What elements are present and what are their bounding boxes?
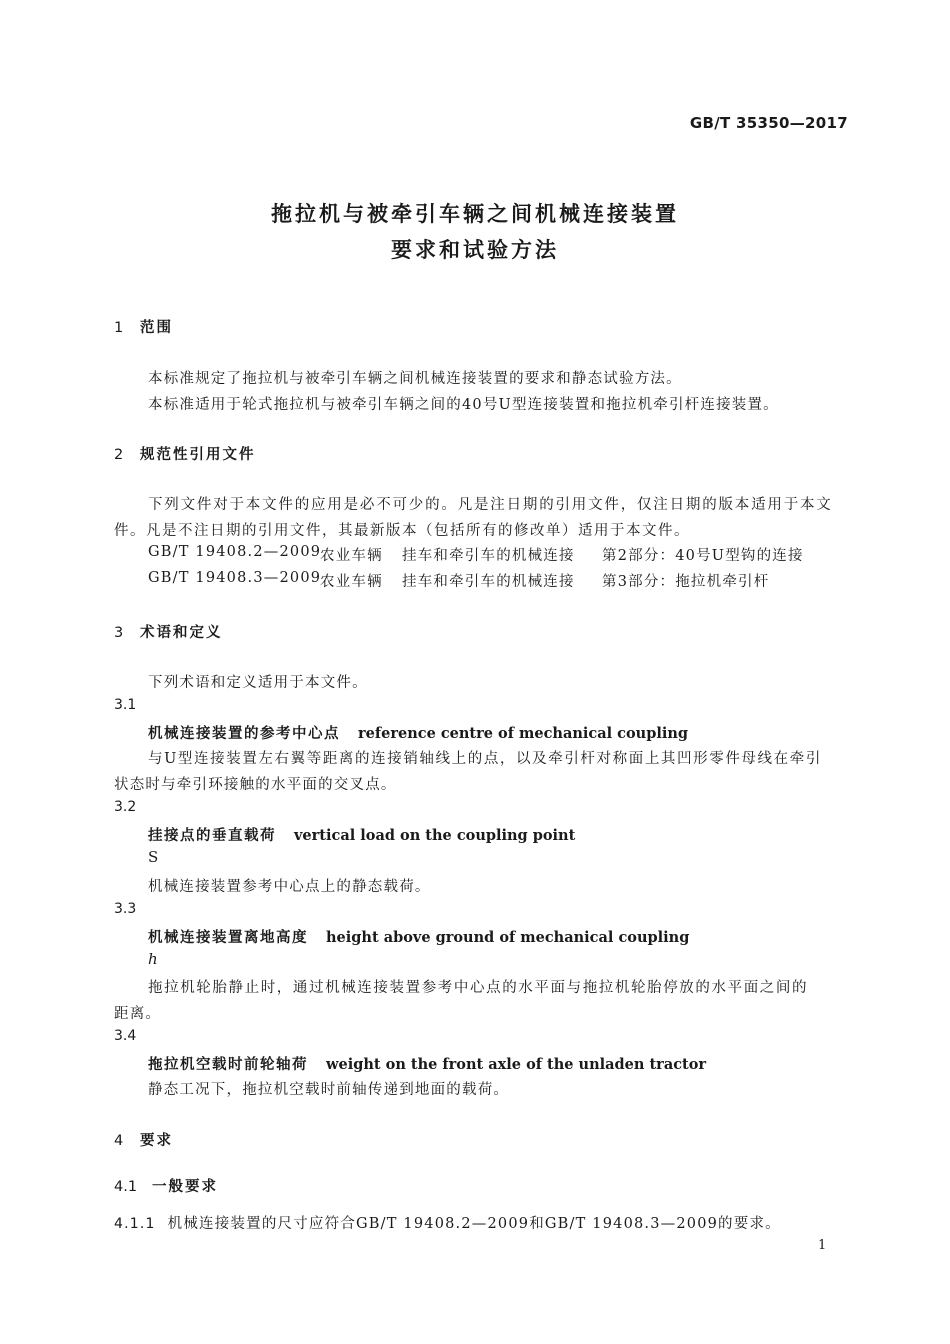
paragraph-line: 件。凡是不注日期的引用文件，其最新版本（包括所有的修改单）适用于本文件。 — [114, 523, 690, 539]
term-definition-line: 与U型连接装置左右翼等距离的连接销轴线上的点，以及牵引杆对称面上其凹形零件母线在牵引 — [148, 751, 822, 767]
term-number: 3.1 — [114, 697, 137, 713]
term-title — [148, 1053, 706, 1074]
reference-part3: 第2部分：40号U型钩的连接 — [602, 548, 804, 564]
term-en: height above ground of mechanical coupling — [326, 929, 690, 946]
term-definition-line: 静态工况下，拖拉机空载时前轴传递到地面的载荷。 — [148, 1082, 510, 1098]
term-number: 3.3 — [114, 901, 137, 917]
section-title: 术语和定义 — [140, 625, 223, 641]
subsection-title: 一般要求 — [152, 1179, 218, 1195]
paragraph-line: 下列文件对于本文件的应用是必不可少的。凡是注日期的引用文件，仅注日期的版本适用于本文 — [148, 497, 833, 513]
document-title-line2: 要求和试验方法 — [391, 238, 559, 262]
section-title: 范围 — [140, 320, 173, 336]
term-definition-line: 机械连接装置参考中心点上的静态载荷。 — [148, 879, 431, 895]
term-definition-line: 距离。 — [114, 1006, 162, 1022]
term-symbol: S — [148, 848, 159, 866]
section-number: 2 — [114, 447, 124, 463]
paragraph: 本标准规定了拖拉机与被牵引车辆之间机械连接装置的要求和静态试验方法。 — [148, 371, 682, 387]
clause-number: 4.1.1 — [114, 1216, 156, 1232]
page-number: 1 — [818, 1238, 827, 1253]
reference-part2: 挂车和牵引车的机械连接 — [402, 548, 575, 564]
clause-text: 机械连接装置的尺寸应符合GB/T 19408.2—2009和GB/T 19408.3—2009的要求。 — [167, 1216, 781, 1232]
reference-row — [0, 544, 950, 564]
subsection-number: 4.1 — [114, 1179, 138, 1195]
term-number: 3.4 — [114, 1028, 137, 1044]
term-number: 3.2 — [114, 799, 137, 815]
section-3-heading — [114, 621, 223, 642]
paragraph: 本标准适用于轮式拖拉机与被牵引车辆之间的40号U型连接装置和拖拉机牵引杆连接装置。 — [148, 397, 779, 413]
term-title — [148, 926, 689, 947]
term-zh: 机械连接装置的参考中心点 — [148, 726, 340, 742]
term-definition-line: 状态时与牵引环接触的水平面的交叉点。 — [114, 777, 397, 793]
section-4-heading — [114, 1129, 173, 1150]
section-2-heading — [114, 443, 256, 464]
standard-number: GB/T 35350—2017 — [689, 114, 848, 132]
reference-part1: 农业车辆 — [320, 574, 383, 590]
subsection-4-1-heading — [114, 1175, 218, 1196]
term-en: vertical load on the coupling point — [294, 827, 576, 844]
term-title — [148, 824, 575, 845]
term-zh: 机械连接装置离地高度 — [148, 930, 308, 946]
term-zh: 挂接点的垂直载荷 — [148, 828, 276, 844]
document-title-line1: 拖拉机与被牵引车辆之间机械连接装置 — [271, 202, 679, 226]
reference-part2: 挂车和牵引车的机械连接 — [402, 574, 575, 590]
section-number: 3 — [114, 625, 124, 641]
term-symbol: h — [148, 950, 158, 968]
section-title: 规范性引用文件 — [140, 447, 256, 463]
section-1-heading — [114, 316, 173, 337]
section-number: 1 — [114, 320, 124, 336]
clause-4-1-1 — [114, 1212, 781, 1233]
section-number: 4 — [114, 1133, 124, 1149]
term-zh: 拖拉机空载时前轮轴荷 — [148, 1057, 308, 1073]
reference-code: GB/T 19408.2—2009 — [148, 544, 322, 560]
reference-code: GB/T 19408.3—2009 — [148, 570, 322, 586]
term-definition-line: 拖拉机轮胎静止时，通过机械连接装置参考中心点的水平面与拖拉机轮胎停放的水平面之间的 — [148, 980, 809, 996]
reference-part3: 第3部分：拖拉机牵引杆 — [602, 574, 770, 590]
term-en: weight on the front axle of the unladen tractor — [326, 1056, 707, 1073]
term-en: reference centre of mechanical coupling — [358, 725, 689, 742]
reference-part1: 农业车辆 — [320, 548, 383, 564]
term-title — [148, 722, 688, 743]
paragraph: 下列术语和定义适用于本文件。 — [148, 675, 368, 691]
reference-row — [0, 570, 950, 590]
section-title: 要求 — [140, 1133, 173, 1149]
